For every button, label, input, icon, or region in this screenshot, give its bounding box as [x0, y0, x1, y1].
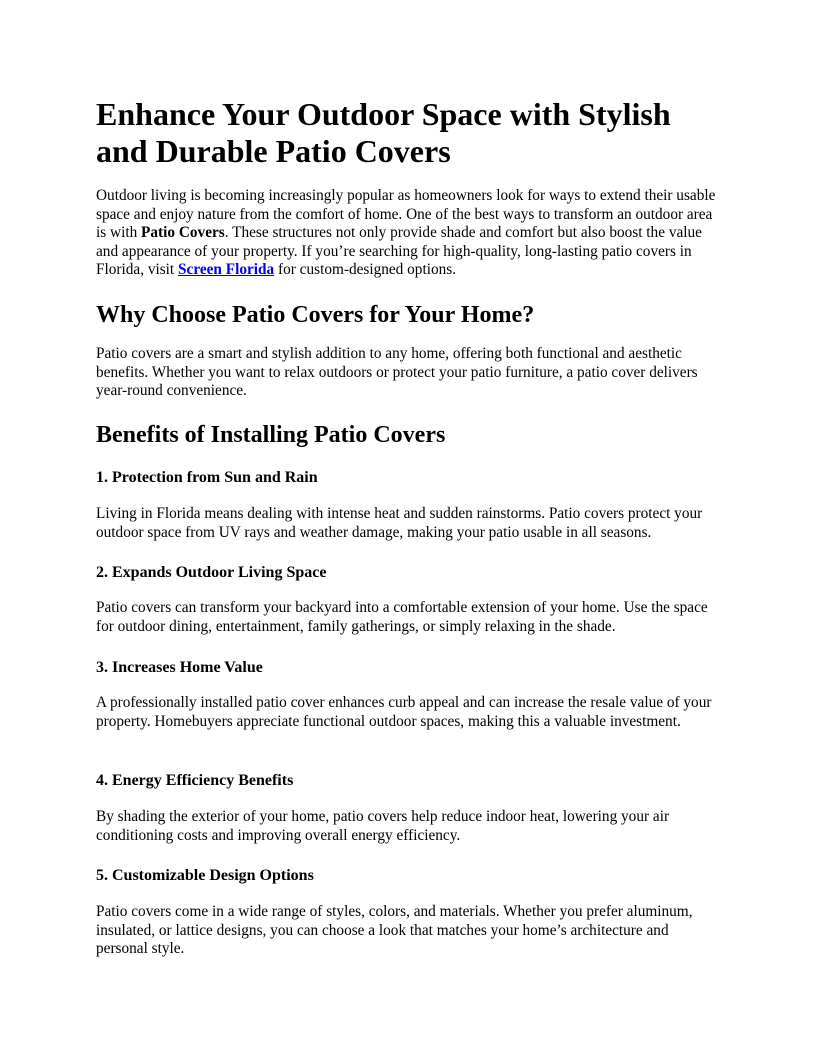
intro-paragraph [96, 187, 720, 280]
benefit-heading-2: 2. Expands Outdoor Living Space [96, 564, 327, 581]
benefit-paragraph-1: Living in Florida means dealing with intense heat and sudden rainstorms. Patio covers protect your outdoor space from UV rays and weather damage, making your patio usable in all seasons. [96, 505, 703, 541]
benefit-paragraph-2: Patio covers can transform your backyard into a comfortable extension of your home. Use the space for outdoor dining, entertainment, family gatherings, or simply relaxing in the shade. [96, 599, 708, 635]
benefit-paragraph-5: Patio covers come in a wide range of styles, colors, and materials. Whether you prefer aluminum, insulated, or lattice designs, you can choose a look that matches your home’s architecture and personal style. [96, 903, 693, 958]
benefit-paragraph-3: A professionally installed patio cover enhances curb appeal and can increase the resale value of your property. Homebuyers appreciate functional outdoor spaces, making this a valuable investment. [96, 694, 712, 730]
intro-text-2: . These structures not only provide shade and comfort but also boost the value and appearance of your property. If you’re searching for high-quality, long-lasting patio covers in Florida, visit [96, 224, 702, 279]
why-heading: Why Choose Patio Covers for Your Home? [96, 302, 535, 328]
intro-text-3: for custom-designed options. [274, 261, 457, 279]
benefits-heading: Benefits of Installing Patio Covers [96, 422, 446, 448]
benefit-paragraph-4: By shading the exterior of your home, patio covers help reduce indoor heat, lowering your air conditioning costs and improving overall energy efficiency. [96, 808, 670, 844]
page-title: Enhance Your Outdoor Space with Stylish and Durable Patio Covers [96, 96, 671, 169]
intro-bold-patio-covers: Patio Covers [141, 224, 225, 242]
screen-florida-link[interactable]: Screen Florida [178, 261, 275, 279]
intro-text-1: Outdoor living is becoming increasingly popular as homeowners look for ways to extend their usable space and enjoy nature from the comfort of home. One of the best ways to transform an outdoor area is with [96, 187, 716, 242]
why-paragraph: Patio covers are a smart and stylish addition to any home, offering both functional and aesthetic benefits. Whether you want to relax outdoors or protect your patio furniture, a patio cover delivers year-round convenience. [96, 345, 698, 400]
benefit-heading-4: 4. Energy Efficiency Benefits [96, 772, 294, 789]
benefit-heading-1: 1. Protection from Sun and Rain [96, 469, 318, 486]
benefit-heading-5: 5. Customizable Design Options [96, 867, 314, 884]
benefit-heading-3: 3. Increases Home Value [96, 659, 263, 676]
